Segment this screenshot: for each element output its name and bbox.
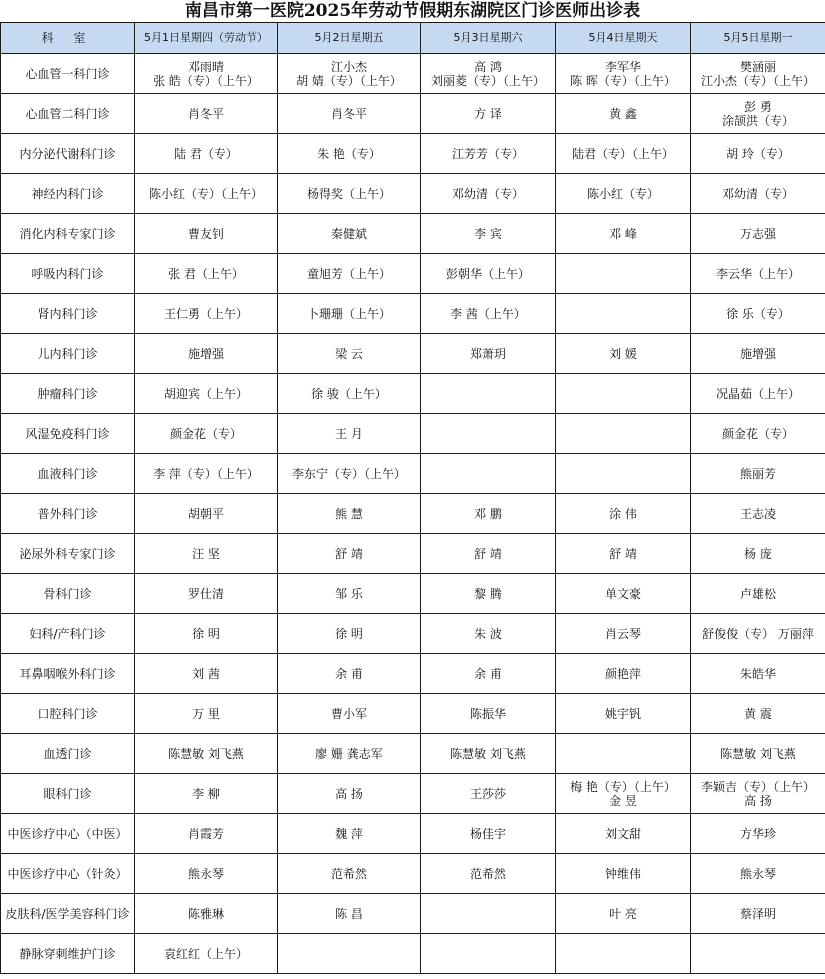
doctor-name: 杨得奖（上午） xyxy=(306,186,391,201)
doctor-cell-day-3 xyxy=(421,934,556,974)
doctor-cell-day-1 xyxy=(135,54,278,94)
doctor-name: 卜珊珊（上午） xyxy=(306,306,391,321)
doctor-cell-day-1 xyxy=(135,494,278,534)
doctor-cell-day-2 xyxy=(278,494,421,534)
doctor-cell-day-2 xyxy=(278,214,421,254)
doctor-cell-day-1 xyxy=(135,654,278,694)
table-row xyxy=(1,454,825,494)
doctor-cell-day-3 xyxy=(421,454,556,494)
doctor-cell-day-5 xyxy=(691,934,825,974)
doctor-cell-day-5 xyxy=(691,614,825,654)
doctor-name: 邓雨晴 xyxy=(187,59,224,74)
doctor-name: 胡 玲（专） xyxy=(726,146,790,161)
doctor-cell-day-1 xyxy=(135,694,278,734)
doctor-name: 陈慧敏 刘飞燕 xyxy=(720,746,796,761)
doctor-cell-day-5 xyxy=(691,734,825,774)
doctor-name: 朱皓华 xyxy=(739,666,776,681)
doctor-cell-day-3 xyxy=(421,134,556,174)
doctor-cell-day-2 xyxy=(278,334,421,374)
doctor-cell-day-2 xyxy=(278,934,421,974)
doctor-name: 涂 伟 xyxy=(609,506,637,521)
doctor-name: 肖冬平 xyxy=(187,106,224,121)
doctor-cell-day-3 xyxy=(421,654,556,694)
doctor-cell-day-5 xyxy=(691,54,825,94)
table-row xyxy=(1,334,825,374)
doctor-cell-day-4 xyxy=(556,54,691,94)
doctor-name: 邓 峰 xyxy=(609,226,637,241)
doctor-name: 王莎莎 xyxy=(469,786,506,801)
doctor-name: 万志强 xyxy=(739,226,776,241)
dept-cell: 骨科门诊 xyxy=(1,574,135,614)
doctor-cell-day-1 xyxy=(135,734,278,774)
dept-cell: 血液科门诊 xyxy=(1,454,135,494)
doctor-name: 邓幼清（专） xyxy=(721,186,794,201)
dept-cell: 神经内科门诊 xyxy=(1,174,135,214)
doctor-name: 范希然 xyxy=(469,866,506,881)
doctor-cell-day-5 xyxy=(691,534,825,574)
doctor-name: 江芳芳（专） xyxy=(451,146,524,161)
doctor-cell-day-4 xyxy=(556,494,691,534)
doctor-cell-day-5 xyxy=(691,654,825,694)
dept-cell: 泌尿外科专家门诊 xyxy=(1,534,135,574)
table-row xyxy=(1,494,825,534)
doctor-name: 江小杰 xyxy=(330,59,367,74)
doctor-name: 王志凌 xyxy=(739,506,776,521)
doctor-cell-day-4 xyxy=(556,534,691,574)
table-row xyxy=(1,374,825,414)
doctor-cell-day-4 xyxy=(556,214,691,254)
doctor-cell-day-4 xyxy=(556,174,691,214)
doctor-name: 熊 慧 xyxy=(335,506,363,521)
doctor-name: 彭 勇 xyxy=(744,99,772,114)
doctor-name: 郑萧玥 xyxy=(469,346,506,361)
doctor-name: 陈 昌 xyxy=(335,906,363,921)
doctor-cell-day-2 xyxy=(278,814,421,854)
doctor-cell-day-5 xyxy=(691,174,825,214)
dept-cell: 儿内科门诊 xyxy=(1,334,135,374)
doctor-name: 邓幼清（专） xyxy=(451,186,524,201)
doctor-cell-day-3 xyxy=(421,94,556,134)
doctor-name: 江小杰（专）（上午） xyxy=(700,73,815,88)
doctor-name: 熊丽芳 xyxy=(739,466,776,481)
doctor-name: 徐 骏（上午） xyxy=(311,386,387,401)
doctor-name: 徐 明 xyxy=(335,626,363,641)
doctor-name: 朱 艳（专） xyxy=(317,146,381,161)
doctor-name: 陈慧敏 刘飞燕 xyxy=(450,746,526,761)
dept-cell: 耳鼻咽喉外科门诊 xyxy=(1,654,135,694)
dept-cell: 血透门诊 xyxy=(1,734,135,774)
doctor-cell-day-3 xyxy=(421,334,556,374)
doctor-name: 汪 坚 xyxy=(192,546,220,561)
doctor-cell-day-4 xyxy=(556,854,691,894)
doctor-cell-day-2 xyxy=(278,294,421,334)
table-row xyxy=(1,254,825,294)
doctor-name: 陈雅琳 xyxy=(187,906,224,921)
doctor-name: 金 昱 xyxy=(609,793,637,808)
table-row xyxy=(1,574,825,614)
doctor-cell-day-2 xyxy=(278,94,421,134)
doctor-cell-day-1 xyxy=(135,174,278,214)
table-row xyxy=(1,614,825,654)
doctor-name: 李东宁（专）（上午） xyxy=(291,466,406,481)
doctor-name: 颜金花（专） xyxy=(721,426,794,441)
doctor-name: 李军华 xyxy=(604,59,641,74)
header-day-5: 5月5日星期一 xyxy=(691,23,825,54)
doctor-cell-day-1 xyxy=(135,934,278,974)
doctor-cell-day-3 xyxy=(421,894,556,934)
doctor-cell-day-5 xyxy=(691,134,825,174)
doctor-name: 王仁勇（上午） xyxy=(163,306,248,321)
doctor-name: 陈 晖（专）（上午） xyxy=(570,73,676,88)
doctor-cell-day-3 xyxy=(421,494,556,534)
page-title: 南昌市第一医院2025年劳动节假期东湖院区门诊医师出诊表 xyxy=(184,1,641,21)
doctor-cell-day-2 xyxy=(278,734,421,774)
table-row xyxy=(1,774,825,814)
doctor-cell-day-4 xyxy=(556,774,691,814)
table-row xyxy=(1,934,825,974)
header-row xyxy=(1,23,825,54)
doctor-cell-day-4 xyxy=(556,614,691,654)
doctor-cell-day-2 xyxy=(278,854,421,894)
doctor-name: 余 甫 xyxy=(474,666,502,681)
dept-cell: 内分泌代谢科门诊 xyxy=(1,134,135,174)
table-header xyxy=(1,23,825,54)
doctor-name: 方华珍 xyxy=(739,826,776,841)
doctor-cell-day-4 xyxy=(556,694,691,734)
doctor-name: 梅 艳（专）（上午） xyxy=(570,779,676,794)
doctor-cell-day-2 xyxy=(278,774,421,814)
table-row xyxy=(1,54,825,94)
doctor-name: 邓 鹏 xyxy=(474,506,502,521)
doctor-name: 杨佳宇 xyxy=(469,826,506,841)
dept-cell: 风湿免疫科门诊 xyxy=(1,414,135,454)
doctor-name: 胡朝平 xyxy=(187,506,224,521)
table-row xyxy=(1,174,825,214)
table-row xyxy=(1,414,825,454)
doctor-name: 钟维伟 xyxy=(604,866,641,881)
doctor-cell-day-3 xyxy=(421,374,556,414)
doctor-cell-day-4 xyxy=(556,254,691,294)
doctor-name: 李 茜（上午） xyxy=(450,306,526,321)
doctor-name: 樊涵丽 xyxy=(739,59,776,74)
doctor-name: 陆 君（专） xyxy=(174,146,238,161)
doctor-name: 曹小军 xyxy=(330,706,367,721)
doctor-name: 舒 靖 xyxy=(335,546,363,561)
doctor-cell-day-5 xyxy=(691,254,825,294)
doctor-name: 王 月 xyxy=(335,426,363,441)
dept-cell: 肿瘤科门诊 xyxy=(1,374,135,414)
doctor-cell-day-5 xyxy=(691,694,825,734)
doctor-name: 罗仕清 xyxy=(187,586,224,601)
doctor-cell-day-2 xyxy=(278,894,421,934)
doctor-cell-day-1 xyxy=(135,534,278,574)
doctor-cell-day-2 xyxy=(278,174,421,214)
table-row xyxy=(1,854,825,894)
doctor-name: 刘 媛 xyxy=(609,346,637,361)
doctor-name: 单文豪 xyxy=(604,586,641,601)
table-row xyxy=(1,294,825,334)
doctor-cell-day-1 xyxy=(135,374,278,414)
doctor-name: 刘文甜 xyxy=(604,826,641,841)
doctor-name: 施增强 xyxy=(187,346,224,361)
doctor-cell-day-2 xyxy=(278,254,421,294)
doctor-cell-day-1 xyxy=(135,294,278,334)
doctor-name: 黄 震 xyxy=(744,706,772,721)
doctor-cell-day-2 xyxy=(278,134,421,174)
doctor-name: 叶 亮 xyxy=(609,906,637,921)
doctor-name: 高 鸿 xyxy=(474,59,502,74)
doctor-name: 秦健斌 xyxy=(330,226,367,241)
doctor-cell-day-3 xyxy=(421,734,556,774)
header-day-4: 5月4日星期天 xyxy=(556,23,691,54)
doctor-cell-day-2 xyxy=(278,614,421,654)
doctor-name: 李颖吉（专）（上午） xyxy=(700,779,815,794)
doctor-name: 徐 明 xyxy=(192,626,220,641)
doctor-cell-day-4 xyxy=(556,894,691,934)
doctor-name: 刘丽菱（专）（上午） xyxy=(430,73,545,88)
doctor-cell-day-2 xyxy=(278,694,421,734)
doctor-cell-day-4 xyxy=(556,734,691,774)
doctor-cell-day-1 xyxy=(135,814,278,854)
doctor-cell-day-1 xyxy=(135,454,278,494)
dept-cell: 心血管二科门诊 xyxy=(1,94,135,134)
dept-cell: 静脉穿刺维护门诊 xyxy=(1,934,135,974)
header-day-1: 5月1日星期四（劳动节） xyxy=(135,23,278,54)
doctor-cell-day-1 xyxy=(135,134,278,174)
doctor-cell-day-3 xyxy=(421,534,556,574)
doctor-name: 廖 姗 龚志军 xyxy=(315,746,383,761)
doctor-name: 陈小红（专） xyxy=(586,186,659,201)
doctor-cell-day-1 xyxy=(135,214,278,254)
doctor-name: 魏 萍 xyxy=(335,826,363,841)
doctor-cell-day-4 xyxy=(556,814,691,854)
header-day-2: 5月2日星期五 xyxy=(278,23,421,54)
doctor-name: 陆君（专）（上午） xyxy=(571,146,674,161)
doctor-cell-day-1 xyxy=(135,854,278,894)
doctor-name: 况晶茹（上午） xyxy=(715,386,800,401)
dept-cell: 普外科门诊 xyxy=(1,494,135,534)
doctor-name: 邹 乐 xyxy=(335,586,363,601)
doctor-cell-day-1 xyxy=(135,774,278,814)
doctor-name: 张 皓（专）（上午） xyxy=(153,73,259,88)
doctor-name: 舒俊俊（专） 万丽萍 xyxy=(702,626,814,641)
doctor-cell-day-5 xyxy=(691,494,825,534)
doctor-cell-day-3 xyxy=(421,54,556,94)
dept-cell: 眼科门诊 xyxy=(1,774,135,814)
doctor-cell-day-5 xyxy=(691,334,825,374)
doctor-cell-day-3 xyxy=(421,854,556,894)
doctor-cell-day-3 xyxy=(421,254,556,294)
doctor-name: 曹友钊 xyxy=(187,226,224,241)
doctor-cell-day-3 xyxy=(421,694,556,734)
dept-cell: 中医诊疗中心（针灸） xyxy=(1,854,135,894)
doctor-cell-day-4 xyxy=(556,574,691,614)
doctor-name: 姚宇钒 xyxy=(604,706,641,721)
doctor-cell-day-1 xyxy=(135,414,278,454)
doctor-name: 颜金花（专） xyxy=(169,426,242,441)
doctor-cell-day-4 xyxy=(556,294,691,334)
doctor-cell-day-1 xyxy=(135,94,278,134)
doctor-name: 熊永琴 xyxy=(739,866,776,881)
doctor-name: 肖霞芳 xyxy=(187,826,224,841)
doctor-cell-day-3 xyxy=(421,174,556,214)
doctor-cell-day-3 xyxy=(421,614,556,654)
doctor-cell-day-2 xyxy=(278,54,421,94)
dept-cell: 皮肤科/医学美容科门诊 xyxy=(1,894,135,934)
doctor-cell-day-1 xyxy=(135,254,278,294)
doctor-cell-day-1 xyxy=(135,334,278,374)
doctor-name: 熊永琴 xyxy=(187,866,224,881)
doctor-name: 余 甫 xyxy=(335,666,363,681)
doctor-name: 黄 鑫 xyxy=(609,106,637,121)
doctor-cell-day-3 xyxy=(421,214,556,254)
doctor-cell-day-5 xyxy=(691,774,825,814)
doctor-name: 方 译 xyxy=(474,106,502,121)
doctor-cell-day-4 xyxy=(556,454,691,494)
doctor-cell-day-3 xyxy=(421,814,556,854)
header-day-3: 5月3日星期六 xyxy=(421,23,556,54)
doctor-name: 刘 茜 xyxy=(192,666,220,681)
doctor-cell-day-4 xyxy=(556,334,691,374)
doctor-name: 范希然 xyxy=(330,866,367,881)
table-row xyxy=(1,534,825,574)
doctor-name: 肖冬平 xyxy=(330,106,367,121)
doctor-name: 舒 靖 xyxy=(609,546,637,561)
table-row xyxy=(1,214,825,254)
doctor-name: 徐 乐（专） xyxy=(726,306,790,321)
doctor-cell-day-2 xyxy=(278,414,421,454)
doctor-cell-day-1 xyxy=(135,614,278,654)
doctor-cell-day-5 xyxy=(691,414,825,454)
doctor-cell-day-3 xyxy=(421,574,556,614)
doctor-cell-day-3 xyxy=(421,414,556,454)
table-row xyxy=(1,734,825,774)
doctor-cell-day-5 xyxy=(691,214,825,254)
table-body xyxy=(1,54,825,974)
doctor-name: 袁红红（上午） xyxy=(163,946,248,961)
doctor-cell-day-5 xyxy=(691,94,825,134)
dept-cell: 肾内科门诊 xyxy=(1,294,135,334)
doctor-name: 童旭芳（上午） xyxy=(306,266,391,281)
doctor-cell-day-5 xyxy=(691,294,825,334)
doctor-cell-day-5 xyxy=(691,894,825,934)
doctor-cell-day-5 xyxy=(691,454,825,494)
doctor-name: 胡 婧（专）（上午） xyxy=(296,73,402,88)
doctor-name: 高 扬 xyxy=(744,793,772,808)
doctor-cell-day-4 xyxy=(556,934,691,974)
doctor-cell-day-4 xyxy=(556,134,691,174)
doctor-name: 陈慧敏 刘飞燕 xyxy=(168,746,244,761)
table-row xyxy=(1,134,825,174)
doctor-cell-day-5 xyxy=(691,854,825,894)
dept-cell: 妇科/产科门诊 xyxy=(1,614,135,654)
doctor-name: 梁 云 xyxy=(335,346,363,361)
doctor-name: 高 扬 xyxy=(335,786,363,801)
table-row xyxy=(1,94,825,134)
doctor-name: 朱 波 xyxy=(474,626,502,641)
doctor-name: 黎 腾 xyxy=(474,586,502,601)
dept-cell: 消化内科专家门诊 xyxy=(1,214,135,254)
doctor-name: 施增强 xyxy=(739,346,776,361)
doctor-name: 李 萍（专）（上午） xyxy=(153,466,259,481)
doctor-cell-day-5 xyxy=(691,814,825,854)
doctor-cell-day-4 xyxy=(556,374,691,414)
doctor-cell-day-2 xyxy=(278,654,421,694)
dept-cell: 心血管一科门诊 xyxy=(1,54,135,94)
dept-cell: 呼吸内科门诊 xyxy=(1,254,135,294)
doctor-name: 陈振华 xyxy=(469,706,506,721)
doctor-name: 李 柳 xyxy=(192,786,220,801)
doctor-name: 舒 靖 xyxy=(474,546,502,561)
table-row xyxy=(1,654,825,694)
doctor-name: 万 里 xyxy=(192,706,220,721)
doctor-name: 李 宾 xyxy=(474,226,502,241)
dept-cell: 口腔科门诊 xyxy=(1,694,135,734)
doctor-name: 陈小红（专）（上午） xyxy=(148,186,263,201)
doctor-cell-day-5 xyxy=(691,374,825,414)
doctor-cell-day-3 xyxy=(421,294,556,334)
doctor-cell-day-2 xyxy=(278,454,421,494)
schedule-table xyxy=(0,22,825,974)
doctor-cell-day-4 xyxy=(556,414,691,454)
doctor-name: 蔡泽明 xyxy=(739,906,776,921)
table-row xyxy=(1,694,825,734)
doctor-cell-day-2 xyxy=(278,574,421,614)
doctor-cell-day-5 xyxy=(691,574,825,614)
table-row xyxy=(1,894,825,934)
doctor-name: 李云华（上午） xyxy=(715,266,800,281)
doctor-name: 胡迎宾（上午） xyxy=(163,386,248,401)
doctor-name: 颜艳萍 xyxy=(604,666,641,681)
doctor-cell-day-4 xyxy=(556,94,691,134)
doctor-name: 卢雄松 xyxy=(739,586,776,601)
table-row xyxy=(1,814,825,854)
doctor-cell-day-1 xyxy=(135,894,278,934)
doctor-cell-day-3 xyxy=(421,774,556,814)
doctor-name: 张 君（上午） xyxy=(168,266,244,281)
doctor-name: 涂颉洪（专） xyxy=(721,113,794,128)
doctor-cell-day-2 xyxy=(278,534,421,574)
doctor-cell-day-1 xyxy=(135,574,278,614)
doctor-cell-day-2 xyxy=(278,374,421,414)
dept-cell: 中医诊疗中心（中医） xyxy=(1,814,135,854)
doctor-cell-day-4 xyxy=(556,654,691,694)
doctor-name: 杨 庞 xyxy=(744,546,772,561)
doctor-name: 肖云琴 xyxy=(604,626,641,641)
doctor-name: 彭朝华（上午） xyxy=(445,266,530,281)
header-dept: 科 室 xyxy=(1,23,135,54)
